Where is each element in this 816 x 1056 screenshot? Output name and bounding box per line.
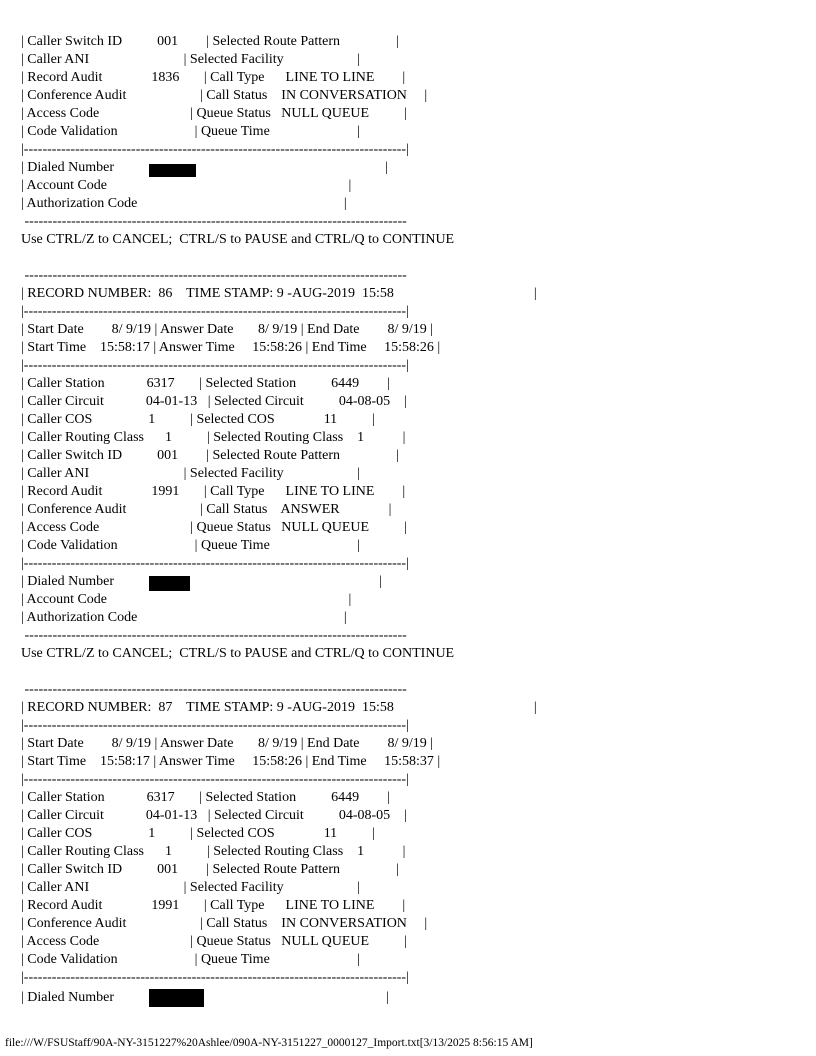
text-line: | Record Audit 1836 | Call Type LINE TO LINE |: [21, 70, 406, 85]
text-line: | Caller Routing Class 1 | Selected Routing Class 1 |: [21, 430, 406, 445]
document-text: [21, 33, 806, 1005]
redacted-line-label: | Dialed Number: [21, 990, 149, 1005]
text-line: | Caller Station 6317 | Selected Station 6449 |: [21, 376, 390, 391]
text-line: | Account Code |: [21, 592, 352, 607]
text-line: | Code Validation | Queue Time |: [21, 124, 361, 139]
text-line: | Caller ANI | Selected Facility |: [21, 52, 360, 67]
text-line: | Caller Switch ID 001 | Selected Route Pattern |: [21, 34, 399, 49]
text-line: | Authorization Code |: [21, 196, 347, 211]
footer-url: file:///W/FSUStaff/90A-NY-3151227%20Ashlee/090A-NY-3151227_0000127_Import.txt[3/13/2025 8:56:15 AM]: [5, 1037, 533, 1049]
text-line: | Code Validation | Queue Time |: [21, 952, 361, 967]
text-line: | Access Code | Queue Status NULL QUEUE |: [21, 934, 407, 949]
separator-line: ----------------------------------------------------------------------------------: [21, 628, 407, 643]
separator-line: |----------------------------------------------------------------------------------|: [21, 304, 409, 319]
separator-line: ----------------------------------------------------------------------------------: [21, 268, 407, 283]
redacted-line-label: | Dialed Number: [21, 574, 149, 589]
text-line: | RECORD NUMBER: 86 TIME STAMP: 9 -AUG-2019 15:58 |: [21, 286, 537, 301]
text-line: | Caller Station 6317 | Selected Station 6449 |: [21, 790, 390, 805]
text-line: | Caller ANI | Selected Facility |: [21, 466, 360, 481]
text-line: | RECORD NUMBER: 87 TIME STAMP: 9 -AUG-2019 15:58 |: [21, 700, 537, 715]
text-line: | Caller Switch ID 001 | Selected Route Pattern |: [21, 862, 399, 877]
redaction-box: [149, 164, 196, 177]
blank-line: [21, 249, 806, 267]
text-line: | Caller COS 1 | Selected COS 11 |: [21, 826, 375, 841]
text-line: | Conference Audit | Call Status ANSWER |: [21, 502, 392, 517]
text-line: | Conference Audit | Call Status IN CONVERSATION |: [21, 88, 428, 103]
redacted-line-tail: |: [196, 160, 388, 175]
separator-line: |----------------------------------------------------------------------------------|: [21, 970, 409, 985]
separator-line: |----------------------------------------------------------------------------------|: [21, 718, 409, 733]
redacted-line: [21, 573, 806, 591]
text-line: | Caller Circuit 04-01-13 | Selected Circuit 04-08-05 |: [21, 808, 407, 823]
text-line: | Caller Routing Class 1 | Selected Routing Class 1 |: [21, 844, 406, 859]
text-line: | Access Code | Queue Status NULL QUEUE |: [21, 520, 407, 535]
text-line: | Caller COS 1 | Selected COS 11 |: [21, 412, 375, 427]
text-line: | Access Code | Queue Status NULL QUEUE |: [21, 106, 407, 121]
text-line: | Conference Audit | Call Status IN CONVERSATION |: [21, 916, 428, 931]
text-line: | Start Time 15:58:17 | Answer Time 15:58:26 | End Time 15:58:37 |: [21, 754, 441, 769]
text-line: | Caller ANI | Selected Facility |: [21, 880, 360, 895]
text-line: | Caller Circuit 04-01-13 | Selected Circuit 04-08-05 |: [21, 394, 407, 409]
separator-line: |----------------------------------------------------------------------------------|: [21, 358, 409, 373]
text-line: Use CTRL/Z to CANCEL; CTRL/S to PAUSE and CTRL/Q to CONTINUE: [21, 646, 455, 661]
redaction-box: [149, 576, 190, 591]
separator-line: |----------------------------------------------------------------------------------|: [21, 556, 409, 571]
text-line: Use CTRL/Z to CANCEL; CTRL/S to PAUSE and CTRL/Q to CONTINUE: [21, 232, 455, 247]
redacted-line-tail: |: [190, 574, 382, 589]
redacted-line: [21, 987, 806, 1005]
text-line: | Code Validation | Queue Time |: [21, 538, 361, 553]
text-line: | Record Audit 1991 | Call Type LINE TO LINE |: [21, 898, 406, 913]
text-line: | Record Audit 1991 | Call Type LINE TO LINE |: [21, 484, 406, 499]
redacted-line: [21, 159, 806, 177]
text-line: | Start Date 8/ 9/19 | Answer Date 8/ 9/19 | End Date 8/ 9/19 |: [21, 322, 434, 337]
redacted-line-label: | Dialed Number: [21, 160, 149, 175]
blank-line: [21, 663, 806, 681]
separator-line: ----------------------------------------------------------------------------------: [21, 682, 407, 697]
text-line: | Account Code |: [21, 178, 352, 193]
text-line: | Authorization Code |: [21, 610, 347, 625]
separator-line: |----------------------------------------------------------------------------------|: [21, 142, 409, 157]
separator-line: |----------------------------------------------------------------------------------|: [21, 772, 409, 787]
redaction-box: [149, 989, 204, 1007]
text-line: | Start Date 8/ 9/19 | Answer Date 8/ 9/19 | End Date 8/ 9/19 |: [21, 736, 434, 751]
separator-line: ----------------------------------------------------------------------------------: [21, 214, 407, 229]
text-line: | Start Time 15:58:17 | Answer Time 15:58:26 | End Time 15:58:26 |: [21, 340, 441, 355]
text-line: | Caller Switch ID 001 | Selected Route Pattern |: [21, 448, 399, 463]
redacted-line-tail: |: [204, 990, 389, 1005]
